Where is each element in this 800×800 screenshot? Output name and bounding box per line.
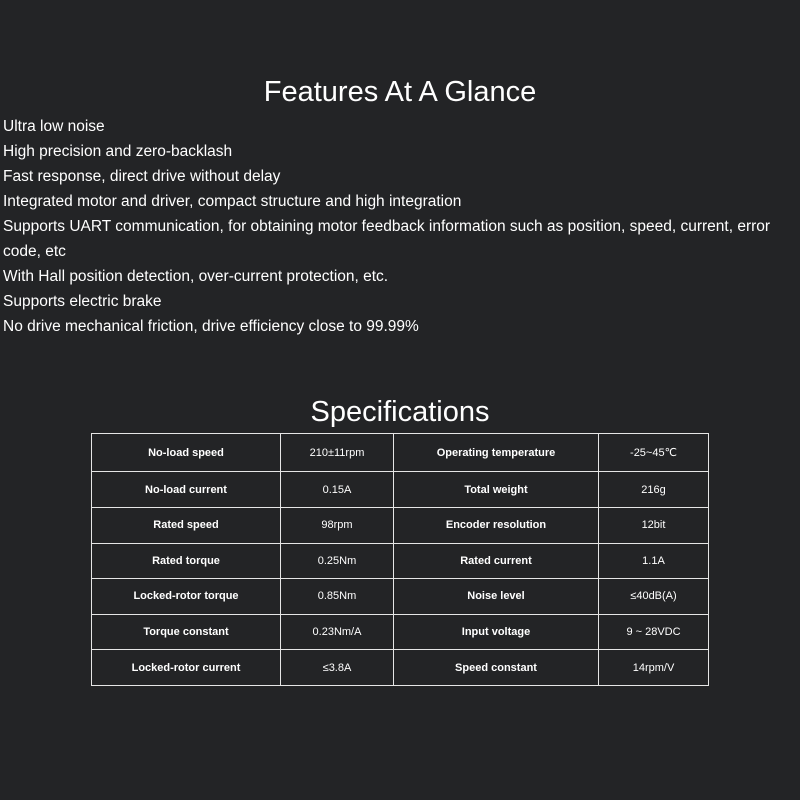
spec-value: 98rpm <box>281 507 394 543</box>
spec-value: 0.23Nm/A <box>281 614 394 650</box>
table-row <box>92 434 709 472</box>
table-row <box>92 472 709 508</box>
spec-value: ≤3.8A <box>281 650 394 686</box>
features-list <box>3 114 793 339</box>
spec-label: No-load speed <box>92 434 281 472</box>
feature-item: Fast response, direct drive without delay <box>3 168 281 185</box>
spec-value: 12bit <box>599 507 709 543</box>
feature-item: Supports UART communication, for obtaining motor feedback information such as position, speed, current, error code, etc <box>3 218 771 260</box>
spec-label: Locked-rotor torque <box>92 579 281 615</box>
feature-item: High precision and zero-backlash <box>3 143 233 160</box>
feature-item: Ultra low noise <box>3 118 105 135</box>
table-row <box>92 650 709 686</box>
feature-item: Supports electric brake <box>3 293 162 310</box>
feature-item: With Hall position detection, over-current protection, etc. <box>3 268 389 285</box>
spec-value: ≤40dB(A) <box>599 579 709 615</box>
spec-value: 0.15A <box>281 472 394 508</box>
spec-value: 210±11rpm <box>281 434 394 472</box>
spec-label: Operating temperature <box>394 434 599 472</box>
table-row <box>92 507 709 543</box>
feature-item: Integrated motor and driver, compact structure and high integration <box>3 193 462 210</box>
spec-label: Encoder resolution <box>394 507 599 543</box>
spec-value: 216g <box>599 472 709 508</box>
spec-label: Rated speed <box>92 507 281 543</box>
spec-label: Input voltage <box>394 614 599 650</box>
table-row <box>92 614 709 650</box>
features-title: Features At A Glance <box>263 76 537 108</box>
table-row <box>92 579 709 615</box>
spec-value: 1.1A <box>599 543 709 579</box>
spec-label: Locked-rotor current <box>92 650 281 686</box>
spec-value: -25~45℃ <box>599 434 709 472</box>
specs-title: Specifications <box>310 396 490 428</box>
spec-label: Noise level <box>394 579 599 615</box>
spec-label: Total weight <box>394 472 599 508</box>
spec-value: 0.85Nm <box>281 579 394 615</box>
spec-label: Rated torque <box>92 543 281 579</box>
feature-item: No drive mechanical friction, drive efficiency close to 99.99% <box>3 318 419 335</box>
spec-label: No-load current <box>92 472 281 508</box>
spec-value: 14rpm/V <box>599 650 709 686</box>
spec-value: 0.25Nm <box>281 543 394 579</box>
specs-table <box>91 433 709 686</box>
spec-label: Torque constant <box>92 614 281 650</box>
spec-label: Speed constant <box>394 650 599 686</box>
table-row <box>92 543 709 579</box>
spec-label: Rated current <box>394 543 599 579</box>
spec-value: 9 ~ 28VDC <box>599 614 709 650</box>
